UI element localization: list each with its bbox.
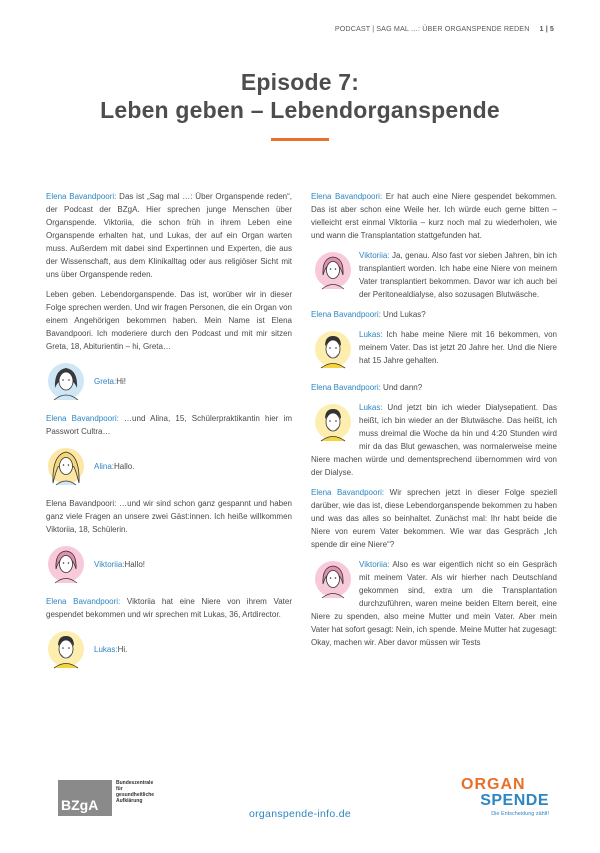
- organspende-logo: [459, 776, 549, 817]
- page-header: [335, 24, 554, 33]
- left-column: [46, 190, 292, 680]
- bzga-line: für: [116, 786, 123, 792]
- speaker-label: Greta:: [94, 376, 117, 386]
- paragraph-text: Er hat auch eine Niere gespendet bekommen. Das ist aber schon eine Weile her. Ich würde euch gerne bitten – vielleicht erst einmal Viktoriia – kurz noch mal zu wiederholen, wie und wann die Transplantation stattgefunden hat.: [311, 192, 557, 240]
- speaker-label: Elena Bavandpoori:: [46, 597, 121, 606]
- paragraph-text: Und jetzt bin ich wieder Dialysepatient. Das heißt, ich bin wieder an der Blutwäsche. Das heißt, ich muss dreimal die Woche da hin und 4:20 Stunden wird mir da das Blut gewaschen, was normalerweise meine Niere machen würde und dementsprechend übernommen wird von der Dialyse.: [311, 403, 557, 477]
- paragraph: [311, 190, 557, 242]
- bzga-line: Bundeszentrale: [116, 780, 154, 786]
- paragraph-text: …und Alina, 15, Schülerpraktikantin hier im Passwort Cultra…: [46, 414, 292, 436]
- paragraph: [311, 328, 557, 367]
- lukas-avatar: [313, 401, 353, 443]
- paragraph: Leben geben. Lebendorganspende. Das ist, worüber wir in dieser Folge sprechen werden. Und wir fragen Personen, die ein Organ von einem Angehörigen bekommen haben. Mein Name ist Elena Bavandpoori. Ich moderiere durch den Podcast und mit mir sitzen Greta, 18, Abiturientin – hi, Greta…: [46, 290, 292, 351]
- speaker-label: Lukas:: [359, 330, 383, 339]
- speaker-label: Lukas:: [94, 644, 118, 654]
- speaker-label: Elena Bavandpoori:: [311, 310, 381, 319]
- bzga-logo-mark: BZgA: [58, 780, 112, 816]
- line-text: Hi.: [117, 644, 128, 654]
- paragraph-text: Ich habe meine Niere mit 16 bekommen, von meinem Vater. Das ist jetzt 20 Jahre her. Und die Niere hat 15 Jahre gehalten.: [359, 330, 557, 365]
- paragraph-text: Ja, genau. Also fast vor sieben Jahren, bin ich transplantiert worden. Ich habe eine Niere von meinem Vater transplantiert bekommen. Davor war ich auch bei der Peritonealdialyse, also sozusagen Blutwäsche.: [359, 251, 557, 299]
- paragraph: [311, 486, 557, 551]
- speaker-label: Lukas:: [359, 403, 383, 412]
- speaker-label: Elena Bavandpoori:: [46, 192, 117, 201]
- line-text: Hi!: [116, 376, 127, 386]
- line-text: Hallo!: [124, 559, 145, 569]
- logo-tagline: Die Entscheidung zählt!: [491, 811, 549, 817]
- bzga-line: Aufklärung: [116, 798, 143, 804]
- paragraph-text: Das ist „Sag mal …: Über Organspende reden“, der Podcast der BZgA. Hier sprechen junge Menschen über Organspende. Viktoriia, die schon früh in ihrem Leben eine Organspende erhalten hat, und Lukas, der auf ein Organ warten muss. Außerdem mit dabei sind Expertinnen und Experten, die aus der Wissenschaft, aus dem Klinikalltag oder aus religiöser Sicht mit uns über Organspende reden.: [46, 192, 293, 279]
- speaker-label: Viktoriia:: [359, 251, 390, 260]
- paragraph-text: Viktoriia hat eine Niere von ihrem Vater gespendet bekommen und wir sprechen mit Lukas, 36, Artdirector.: [46, 597, 292, 619]
- bzga-line: gesundheitliche: [116, 792, 155, 798]
- title-underline: [271, 138, 329, 141]
- page-title: [0, 68, 600, 124]
- paragraph: [311, 308, 557, 321]
- paragraph: [46, 595, 292, 621]
- alina-line: [46, 445, 292, 487]
- bzga-logo-text: [116, 780, 154, 804]
- logo-organ: ORGAN: [461, 776, 526, 793]
- paragraph: [311, 381, 557, 394]
- right-column: [311, 190, 557, 656]
- speaker-label: Elena Bavandpoori:: [46, 414, 119, 423]
- paragraph: [311, 249, 557, 301]
- speaker-label: Viktoriia:: [359, 560, 390, 569]
- speaker-label: Elena Bavandpoori:: [311, 383, 381, 392]
- greta-avatar: [46, 360, 86, 402]
- paragraph: [311, 401, 557, 479]
- paragraph: Elena Bavandpoori: …und wir sind schon ganz gespannt und haben ganz viele Fragen an unsere zwei Gäst:innen. Ich heiße willkommen Viktoriia, 18, Schülerin.: [46, 499, 292, 534]
- paragraph: [46, 190, 292, 281]
- paragraph-text: Und Lukas?: [380, 310, 426, 319]
- page-number: 1 | 5: [539, 24, 554, 33]
- paragraph: [311, 558, 557, 649]
- alina-avatar: [46, 445, 86, 487]
- greta-line: [46, 360, 292, 402]
- speaker-label: Elena Bavandpoori:: [311, 192, 383, 201]
- lukas-line: [46, 628, 292, 670]
- title-line-1: Episode 7:: [240, 69, 360, 95]
- speaker-label: Elena Bavandpoori:: [311, 488, 385, 497]
- logo-spende: SPENDE: [480, 792, 549, 809]
- lukas-avatar: [313, 328, 353, 370]
- paragraph: [46, 412, 292, 438]
- title-line-2: Leben geben – Lebendorganspende: [100, 97, 500, 123]
- speaker-label: Alina:: [94, 461, 115, 471]
- paragraph-text: Und dann?: [380, 383, 423, 392]
- line-text: Hallo.: [114, 461, 135, 471]
- viktoriia-avatar: [46, 543, 86, 585]
- speaker-label: Viktoriia:: [94, 559, 125, 569]
- viktoriia-line: [46, 543, 292, 585]
- paragraph-text: Wir sprechen jetzt in dieser Folge speziell darüber, wie das ist, diese Lebendorganspende bekommen zu haben und was das alles so beinhaltet. Zunächst mal: Ihr habt beide die Niere von eurem Vater bekommen. Wie war das Gespräch „Ich spende dir eine Niere“?: [311, 488, 558, 549]
- paragraph-text: Also es war eigentlich nicht so ein Gespräch mit meinem Vater. Als wir hierher nach Deutschland gekommen sind, extra um die Transplantation durchzuführen, waren meine beiden Eltern bereit, eine Niere zu spenden, also meine Mutter und mein Vater. Aber mein Vater hat sofort gesagt: Nein, ich spende. Meine Mutter hat zugesagt: Okay, machen wir. Aber davor müssen wir Tests: [311, 560, 557, 647]
- footer-link[interactable]: organspende-info.de: [248, 808, 352, 820]
- lukas-avatar: [46, 628, 86, 670]
- viktoriia-avatar: [313, 249, 353, 291]
- viktoriia-avatar: [313, 558, 353, 600]
- header-text: PODCAST | SAG MAL …: ÜBER ORGANSPENDE REDEN: [334, 24, 530, 33]
